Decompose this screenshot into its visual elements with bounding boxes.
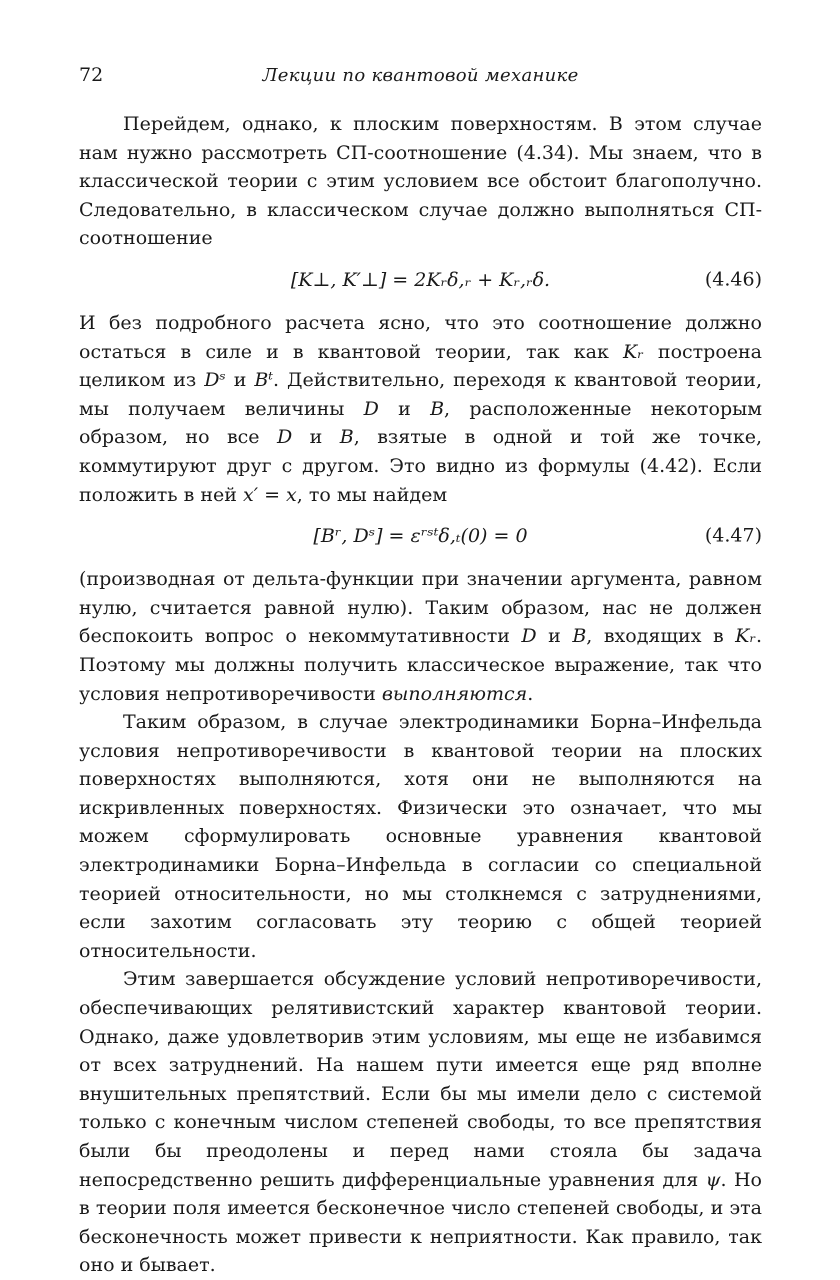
- text: . Но в теории поля имеется бесконечное число степеней свободы, и эта бесконечность может привести к неприятности. Как правило, так оно и бывает.: [79, 1168, 762, 1277]
- emphasis: выполняются: [381, 682, 528, 705]
- running-title: Лекции по квантовой механике: [262, 65, 579, 86]
- text: и: [225, 369, 255, 392]
- equation-4-46: [79, 255, 762, 305]
- page-header: [79, 64, 762, 94]
- text: , входящих в: [586, 625, 736, 648]
- equation-number: (4.47): [704, 524, 762, 547]
- math-inline: Kᵣ: [735, 625, 756, 648]
- equation-4-47: [79, 511, 762, 561]
- text: построена целиком из: [79, 340, 762, 392]
- equation-formula: [Bʳ, Dˢ] = εʳˢᵗδ,ₜ(0) = 0: [313, 524, 528, 547]
- text: , взятые в одной и той же точке, коммутируют друг с другом. Это видно из формулы (4.42). Если положить в ней: [79, 426, 763, 506]
- text: (производная от дельта-функции при значении аргумента, равном нулю, считается равной нулю). Таким образом, нас не должен беспокоить вопрос о некоммутативности: [79, 568, 762, 648]
- math-inline: B: [339, 426, 354, 449]
- text: и: [378, 397, 431, 420]
- text: Этим завершается обсуждение условий непротиворечивости, обеспечивающих релятивистский характер квантовой теории. Однако, даже удовлетворив этим условиям, мы еще не избавимся от всех затруднений. На нашем пути имеется еще ряд вполне внушительных препятствий. Если бы мы имели дело с системой только с конечным числом степеней свободы, то все препятствия были бы преодолены и перед нами стояла бы задача непосредственно решить дифференциальные уравнения для: [79, 968, 762, 1191]
- text: и: [536, 625, 573, 648]
- math-inline: Bᵗ: [254, 369, 274, 392]
- math-inline: B: [430, 397, 445, 420]
- text: и: [292, 426, 340, 449]
- math-inline: B: [572, 625, 587, 648]
- paragraph-3: [79, 565, 762, 708]
- paragraph-5: [79, 965, 762, 1280]
- math-inline: D: [363, 397, 379, 420]
- body-text: [79, 110, 762, 1280]
- text: .: [527, 682, 534, 705]
- text: . Поэтому мы должны получить классическое выражение, так что условия непротиворечивости: [79, 625, 762, 705]
- math-inline: D: [276, 426, 293, 449]
- math-inline: Kᵣ: [622, 340, 644, 363]
- math-inline: D: [521, 625, 537, 648]
- paragraph-1: Перейдем, однако, к плоским поверхностям. В этом случае нам нужно рассмотреть СП-соотношение (4.34). Мы знаем, что в классической теории с этим условием все обстоит благополучно. Следовательно, в классическом случае должно выполняться СП-соотношение: [79, 113, 762, 250]
- paragraph-4: Таким образом, в случае электродинамики Борна–Инфельда условия непротиворечивости в квантовой теории на плоских поверхностях выполняются, хотя они не выполняются на искривленных поверхностях. Физически это означает, что мы можем сформулировать основные уравнения квантовой электродинамики Борна–Инфельда в согласии со специальной теорией относительности, но мы столкнемся с затруднениями, если захотим согласовать эту теорию с общей теорией относительности.: [79, 711, 762, 962]
- text: , то мы найдем: [296, 483, 448, 506]
- equation-formula: [K⊥, K′⊥] = 2Kᵣδ,ᵣ + Kᵣ,ᵣδ.: [290, 268, 551, 291]
- paragraph-2: [79, 309, 762, 509]
- math-inline: x′ = x: [243, 483, 297, 506]
- math-inline: Dˢ: [204, 369, 226, 392]
- equation-number: (4.46): [704, 268, 762, 291]
- text: . Действительно, переходя к квантовой теории, мы получаем величины: [79, 369, 762, 420]
- text: И без подробного расчета ясно, что это соотношение должно остаться в силе и в квантовой теории, так как: [79, 311, 762, 363]
- text: , расположенные некоторым образом, но все: [79, 397, 763, 449]
- math-inline: ψ: [705, 1168, 721, 1191]
- page-number: 72: [79, 64, 104, 86]
